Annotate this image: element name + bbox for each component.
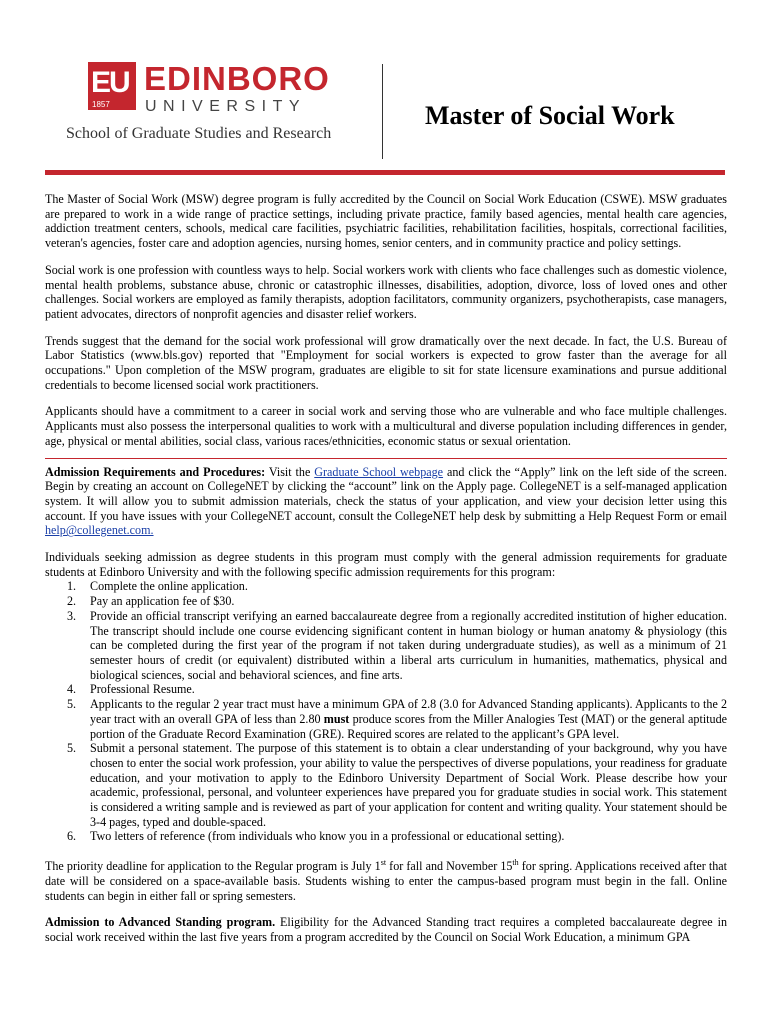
requirements-intro: Individuals seeking admission as degree students in this program must comply with the general admission requirements for graduate students at Edinboro University and with the following specific admission requirements for this program: bbox=[45, 550, 727, 579]
document-header bbox=[0, 0, 770, 175]
list-item: 4. Professional Resume. bbox=[67, 682, 195, 697]
header-divider bbox=[382, 64, 383, 159]
requirements-list bbox=[45, 579, 727, 844]
trends-paragraph: Trends suggest that the demand for the social work professional will grow dramatically over the next decade. In fact, the U.S. Bureau of Labor Statistics (www.bls.gov) reported that "Employment for social workers is expected to grow faster than the average for all occupations." Upon completion of the MSW program, graduates are eligible to sit for state licensure examinations and pursue additional credentials to become licensed social work practitioners. bbox=[45, 333, 727, 392]
list-item: 6. Two letters of reference (from individuals who know you in a professional or educational setting). bbox=[67, 829, 565, 844]
list-item: 2. Pay an application fee of $30. bbox=[67, 594, 235, 609]
header-rule bbox=[45, 170, 725, 175]
profession-paragraph: Social work is one profession with countless ways to help. Social workers work with clients who face challenges such as domestic violence, mental health problems, substance abuse, chronic or catastrophic illnesses, disabilities, adoption, divorce, loss of loved ones and other challenges. Social workers are employed as family therapists, adoption facilitators, community organizers, psychotherapists, case managers, patient advocates, directors of nonprofit agencies and disaster relief workers. bbox=[45, 262, 727, 321]
advanced-standing-paragraph: Admission to Advanced Standing program. Eligibility for the Advanced Standing tract requires a completed baccalaureate degree in social work received within the last five years from a program accredited by the Council on Social Work Education, a minimum GPA bbox=[45, 915, 727, 944]
list-item: 5. Submit a personal statement. The purpose of this statement is to obtain a clear understanding of your background, why you have chosen to enter the social work profession, your ability to value the perspectives of diverse populations, your readiness for graduate education, and your motivation to apply to the Edinboro University Department of Social Work. Please describe how your academic, professional, personal, and volunteer experiences have prepared you for graduate studies in social work. This statement is considered a writing sample and is reviewed as part of your application for content and writing quality. Your statement should be 3-4 pages, typed and double-spaced. bbox=[67, 741, 727, 829]
school-name: School of Graduate Studies and Research bbox=[66, 125, 332, 142]
help-email-link[interactable]: help@collegenet.com. bbox=[45, 523, 154, 538]
page-title: Master of Social Work bbox=[425, 101, 675, 130]
logo-mark-text: EU bbox=[91, 66, 129, 99]
graduate-school-link[interactable]: Graduate School webpage bbox=[314, 464, 444, 479]
intro-paragraph: The Master of Social Work (MSW) degree program is fully accredited by the Council on Social Work Education (CSWE). MSW graduates are prepared to work in a wide range of practice settings, including private practice, family based agencies, mental health care agencies, addiction treatment centers, schools, medical care facilities, psychiatric facilities, rehabilitation facilities, hospitals, correctional facilities, veteran's agencies, foster care and adoption agencies, nursing homes, senior centers, and in community practice and policy settings. bbox=[45, 192, 727, 251]
eu-logo-mark bbox=[88, 62, 136, 110]
brand-subtitle: UNIVERSITY bbox=[145, 98, 307, 115]
list-item: 5. Applicants to the regular 2 year tract must have a minimum GPA of 2.8 (3.0 for Advanced Standing applicants). Applicants to the 2 year tract with an overall GPA of less than 2.80 must produce scores from the Miller Analogies Test (MAT) or the general aptitude portion of the Graduate Record Examination (GRE). Required scores are related to the applicant’s GPA level. bbox=[67, 697, 727, 741]
document-body bbox=[45, 192, 727, 957]
brand-name: EDINBORO bbox=[144, 60, 330, 97]
section-divider bbox=[45, 458, 727, 459]
list-item: 1. Complete the online application. bbox=[67, 579, 248, 594]
deadline-paragraph: The priority deadline for application to the Regular program is July 1st for fall and November 15th for spring. Applications received after that date will be considered on a space-available basis. Students wishing to enter the campus-based program must begin in the fall. Online students can begin in either fall or spring semesters. bbox=[45, 858, 728, 903]
list-item: 3. Provide an official transcript verifying an earned baccalaureate degree from a regionally accredited institution of higher education. The transcript should include one course evidencing significant content in human biology or human anatomy & physiology (this can be completed during the first year of the program if not taken during undergraduate studies), as well as a minimum of 21 semester hours of credit (or equivalent) distributed within a liberal arts curriculum in humanities, mathematics, physical and biological sciences, social and behavioral sciences, and fine arts. bbox=[67, 608, 727, 682]
logo-year: 1857 bbox=[92, 100, 110, 109]
admission-heading: Admission Requirements and Procedures: bbox=[45, 464, 266, 479]
admission-text-a: Visit the bbox=[265, 464, 315, 479]
applicants-paragraph: Applicants should have a commitment to a career in social work and serving those who are vulnerable and who face multiple challenges. Applicants must also possess the interpersonal qualities to work with a multicultural and diverse population including differences in gender, age, physical or mental abilities, social class, various races/ethnicities, economic status or sexual orientation. bbox=[45, 404, 727, 448]
admission-paragraph bbox=[45, 465, 727, 539]
admission-text-b: and click the “Apply” link on the left side of the screen. Begin by creating an account on CollegeNET by clicking the “account” link on the Apply page. CollegeNET is a self-managed application system. It will allow you to submit admission materials, check the status of your application, and view your decision letter using this account. If you have issues with your CollegeNET account, consult the CollegeNET help desk by submitting a Help Request Form or email bbox=[45, 464, 727, 523]
advanced-standing-heading: Admission to Advanced Standing program. bbox=[45, 915, 276, 930]
